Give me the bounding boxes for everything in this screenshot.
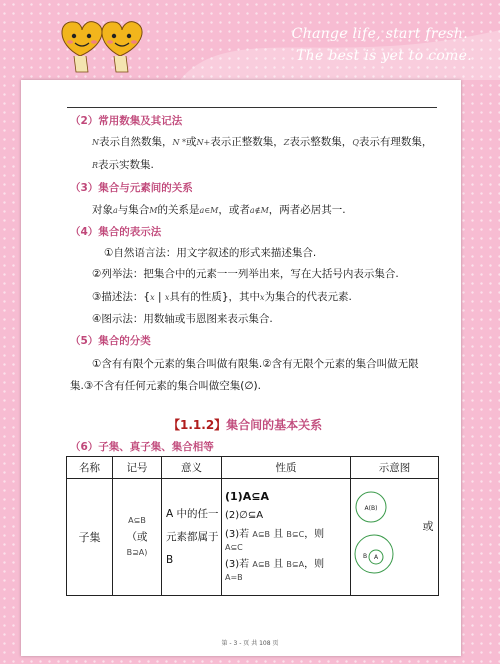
section-heading-3: （3）集合与元素间的关系 [70, 182, 193, 194]
page-footer: 第 - 3 - 页 共 108 页 [221, 640, 279, 647]
s5-line-1: ①含有有限个元素的集合叫做有限集.②含有无限个元素的集合叫做无限 [92, 358, 419, 370]
cell-symbol: A⊆B （或 B⊇A) [113, 479, 162, 596]
s3-line: 对象a与集合M的关系是a∈M，或者a∉M，两者必居其一. [92, 204, 346, 216]
heart-character-left-icon [62, 22, 102, 72]
slogan-line-2: The best is yet to come. [296, 48, 472, 64]
venn-diagram [352, 480, 440, 594]
s2-line-2: R表示实数集. [92, 159, 154, 171]
subsection-title: 【1.1.2】集合间的基本关系 [168, 418, 323, 432]
cell-properties: (1)A⊆A (2)∅⊆A (3)若 A⊆B 且 B⊆C，则 A⊆C (3)若 A⊆B 且 B⊆A，则 A=B [222, 479, 351, 596]
cell-diagram [351, 479, 439, 596]
section-heading-6: （6）子集、真子集、集合相等 [70, 441, 214, 453]
s2-line-1: N表示自然数集，N *或N+表示正整数集，Z表示整数集，Q表示有理数集， [92, 136, 433, 148]
diagram-label-ab: A(B) [364, 505, 378, 512]
table-header-row [67, 457, 439, 479]
diagram-or-text: 或 [422, 520, 434, 533]
cell-name: 子集 [67, 479, 113, 596]
s4-item-4: ④图示法：用数轴或韦恩图来表示集合. [92, 313, 273, 325]
diagram-label-b: B [362, 553, 368, 560]
table-header-symbol: 记号 [113, 457, 162, 479]
subset-table [66, 456, 439, 596]
table-header-meaning: 意义 [162, 457, 222, 479]
table-header-diagram: 示意图 [351, 457, 439, 479]
table-header-property: 性质 [222, 457, 351, 479]
table-row [67, 479, 439, 596]
heart-character-right-icon [102, 22, 142, 72]
cell-meaning: A 中的任一 元素都属于 B [162, 479, 222, 596]
diagram-label-a: A [373, 554, 379, 561]
table-header-name: 名称 [67, 457, 113, 479]
section-heading-4: （4）集合的表示法 [70, 226, 162, 238]
s4-item-1: ①自然语言法：用文字叙述的形式来描述集合. [104, 247, 317, 259]
slogan-line-1: Change life, start fresh. [291, 26, 468, 42]
top-rule [67, 107, 437, 108]
section-heading-5: （5）集合的分类 [70, 335, 151, 347]
s5-line-2: 集.③不含有任何元素的集合叫做空集(∅). [70, 380, 261, 392]
section-heading-2: （2）常用数集及其记法 [70, 115, 183, 127]
s4-item-2: ②列举法：把集合中的元素一一列举出来，写在大括号内表示集合. [92, 268, 399, 280]
s4-item-3: ③描述法：{x | x具有的性质}，其中x为集合的代表元素. [92, 291, 352, 303]
